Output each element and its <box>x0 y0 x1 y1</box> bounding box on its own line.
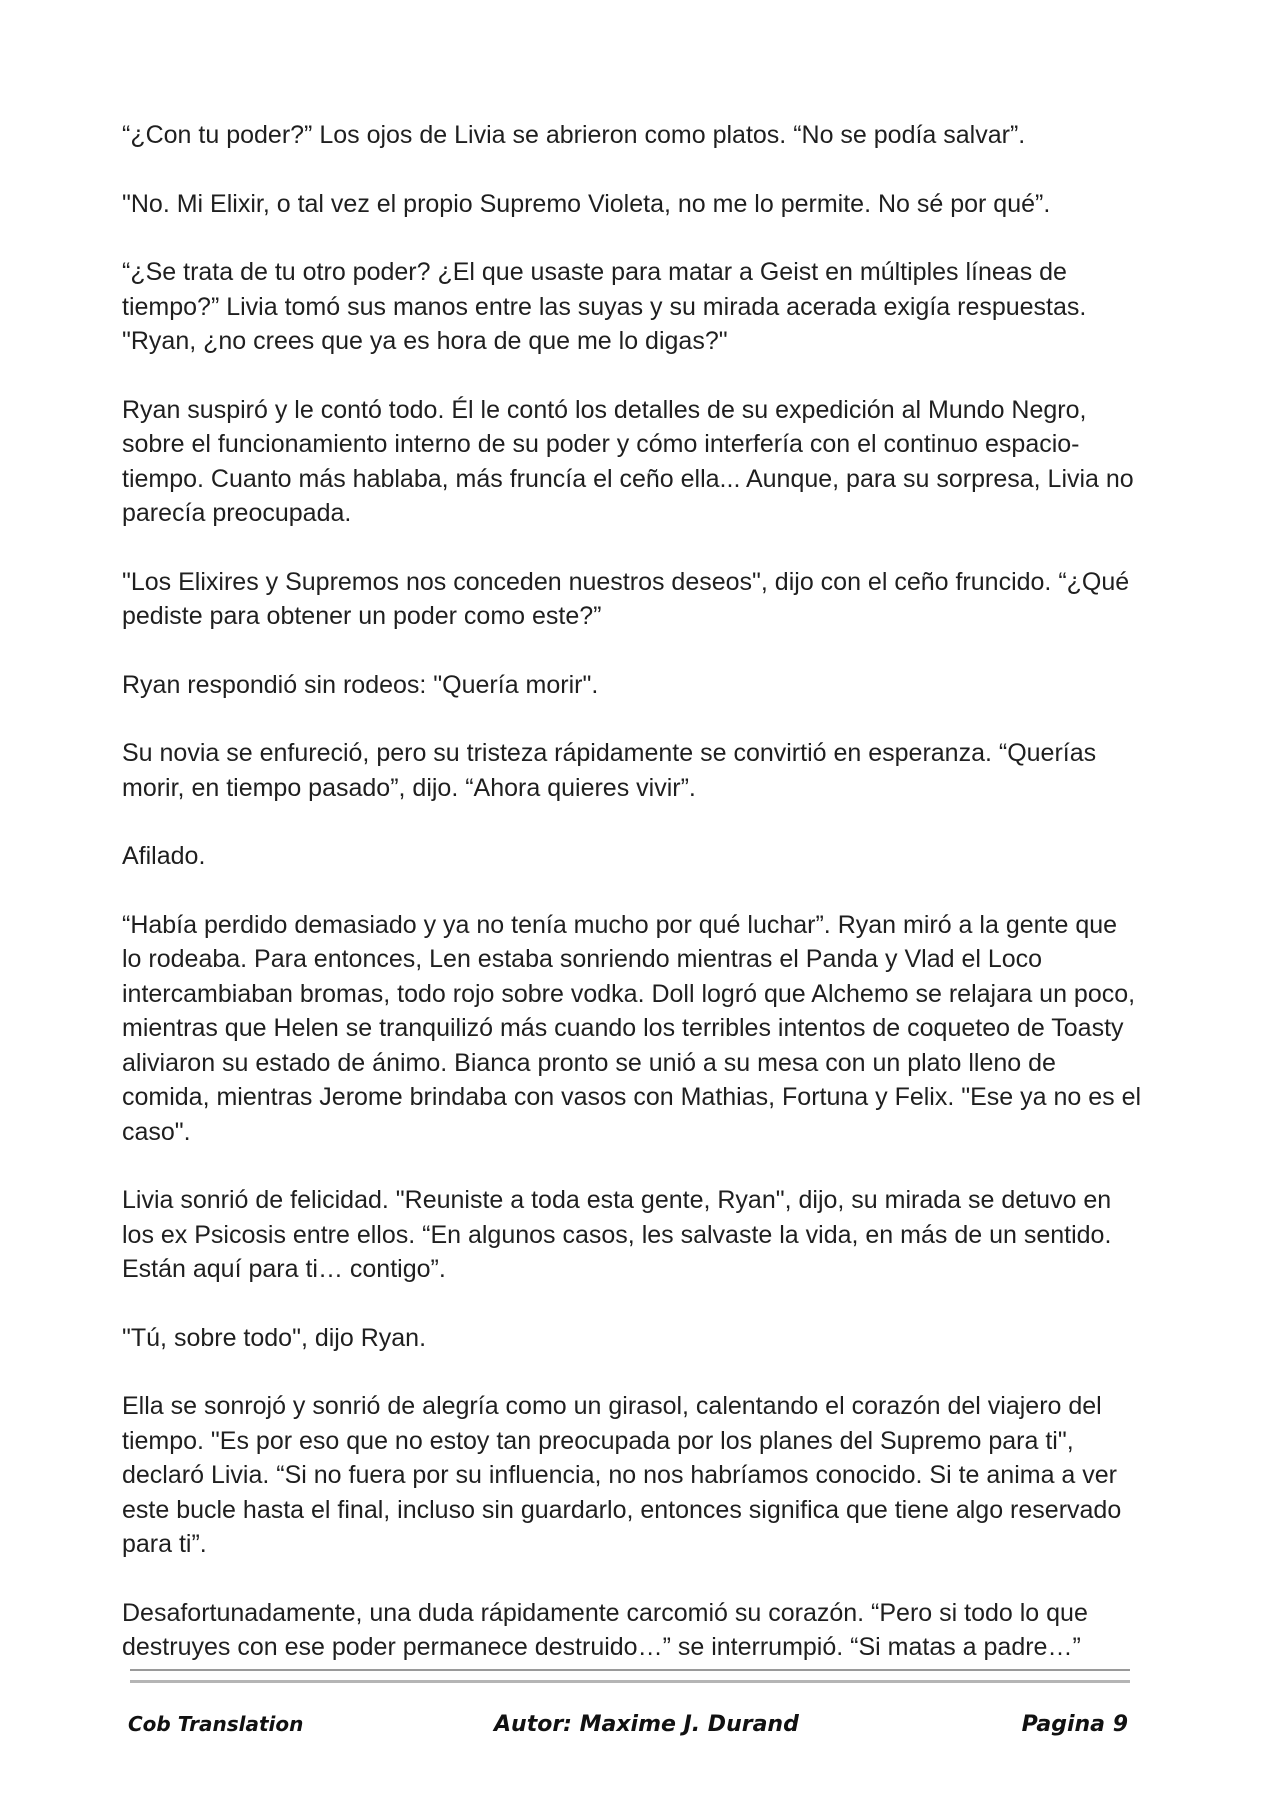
paragraph: "Los Elixires y Supremos nos conceden nuestros deseos", dijo con el ceño fruncido. “¿Qué pediste para obtener un poder como este?” <box>122 567 1130 630</box>
footer-divider <box>130 1680 1130 1683</box>
paragraph: “¿Con tu poder?” Los ojos de Livia se abrieron como platos. “No se podía salvar”. <box>122 121 1026 149</box>
paragraph: Ryan suspiró y le contó todo. Él le contó los detalles de su expedición al Mundo Negro, sobre el funcionamiento interno de su poder y cómo interfería con el continuo espacio-tiempo. Cuanto más hablaba, más fruncía el ceño ella... Aunque, para su sorpresa, Livia no parecía preocupada. <box>122 395 1134 527</box>
footer-page-number: Pagina 9 <box>1021 1712 1128 1737</box>
paragraph: Su novia se enfureció, pero su tristeza rápidamente se convirtió en esperanza. “Querías morir, en tiempo pasado”, dijo. “Ahora quieres vivir”. <box>122 739 1097 802</box>
paragraph: Ryan respondió sin rodeos: "Quería morir". <box>122 670 599 699</box>
paragraph: Desafortunadamente, una duda rápidamente carcomió su corazón. “Pero si todo lo que destruyes con ese poder permanece destruido…” se interrumpió. “Si matas a padre…” <box>122 1598 1088 1661</box>
paragraph: “Había perdido demasiado y ya no tenía mucho por qué luchar”. Ryan miró a la gente que lo rodeaba. Para entonces, Len estaba sonriendo mientras el Panda y Vlad el Loco intercambiaban bromas, todo rojo sobre vodka. Doll logró que Alchemo se relajara un poco, mientras que Helen se tranquilizó más cuando los terribles intentos de coqueteo de Toasty aliviaron su estado de ánimo. Bianca pronto se unió a su mesa con un plato lleno de comida, mientras Jerome brindaba con vasos con Mathias, Fortuna y Felix. "Ese ya no es el caso". <box>122 910 1142 1146</box>
page-footer <box>128 1712 1128 1752</box>
footer-divider <box>130 1669 1130 1671</box>
footer-translator: Cob Translation <box>128 1712 304 1736</box>
paragraph: “¿Se trata de tu otro poder? ¿El que usaste para matar a Geist en múltiples líneas de tiempo?” Livia tomó sus manos entre las suyas y su mirada acerada exigía respuestas. "Ryan, ¿no crees que ya es hora de que me lo digas?" <box>122 258 1087 355</box>
paragraph: Livia sonrió de felicidad. "Reuniste a toda esta gente, Ryan", dijo, su mirada se detuvo en los ex Psicosis entre ellos. “En algunos casos, les salvaste la vida, en más de un sentido. Están aquí para ti… contigo”. <box>122 1186 1112 1283</box>
footer-author: Autor: Maxime J. Durand <box>494 1712 799 1737</box>
paragraph: "Tú, sobre todo", dijo Ryan. <box>122 1323 427 1352</box>
paragraph: "No. Mi Elixir, o tal vez el propio Supremo Violeta, no me lo permite. No sé por qué”. <box>122 189 1051 218</box>
paragraph: Afilado. <box>122 842 206 870</box>
body-text <box>122 118 1142 1699</box>
paragraph: Ella se sonrojó y sonrió de alegría como un girasol, calentando el corazón del viajero del tiempo. "Es por eso que no estoy tan preocupada por los planes del Supremo para ti", declaró Livia. “Si no fuera por su influencia, no nos habríamos conocido. Si te anima a ver este bucle hasta el final, incluso sin guardarlo, entonces significa que tiene algo reservado para ti”. <box>122 1392 1122 1558</box>
